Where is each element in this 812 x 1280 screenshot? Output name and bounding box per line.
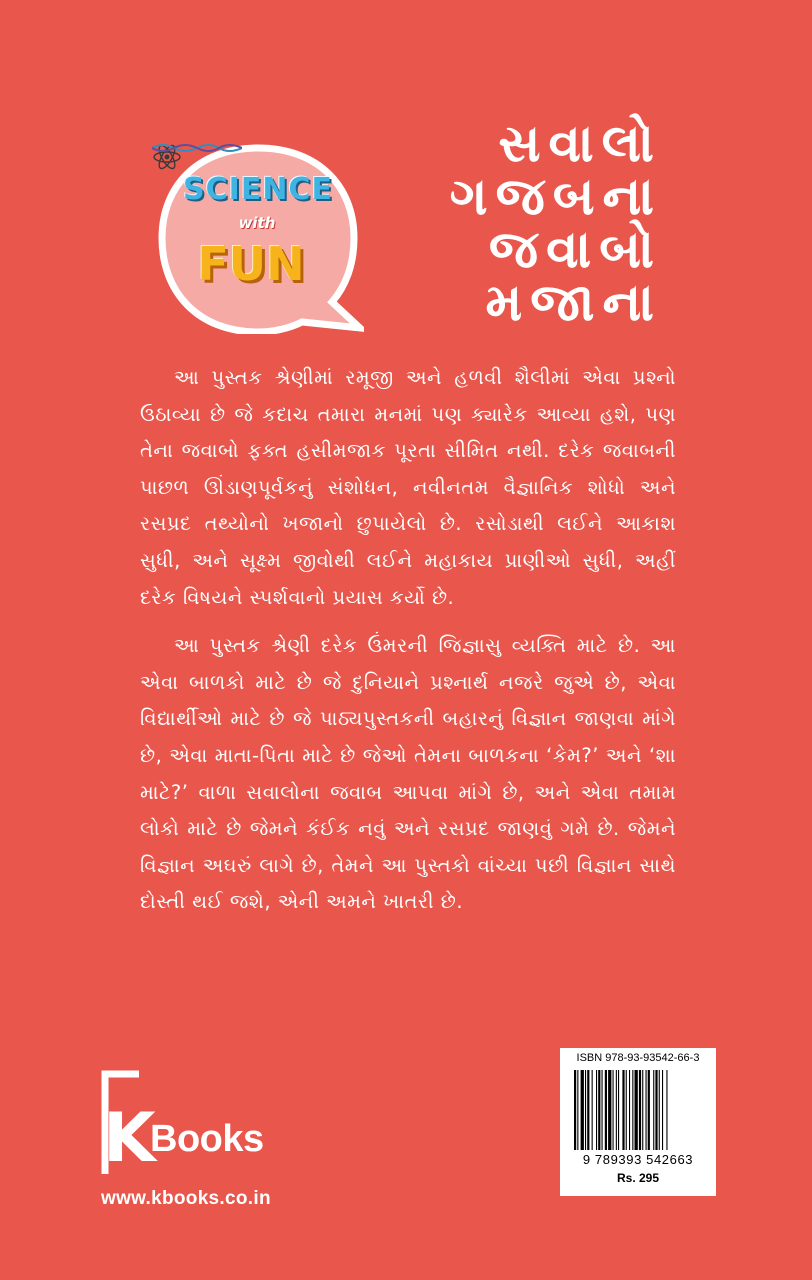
- barcode-bar: [581, 1070, 584, 1150]
- title-line-3: જવાબો: [488, 220, 662, 280]
- barcode-digits: 9 789393 542663: [582, 1152, 694, 1167]
- title-line-2: ગજબના: [449, 167, 662, 227]
- title-line-1: સવાલો: [498, 114, 662, 174]
- barcode-bar: [598, 1070, 600, 1150]
- barcode-bar: [632, 1070, 633, 1150]
- isbn-barcode-block: [560, 1048, 716, 1196]
- barcode-bar: [605, 1070, 607, 1150]
- barcode-bar: [642, 1070, 643, 1150]
- title-line-4: મજાના: [485, 273, 662, 333]
- publisher-website: www.kbooks.co.in: [101, 1188, 271, 1209]
- barcode-bar: [635, 1070, 638, 1150]
- barcode-bar: [613, 1070, 614, 1150]
- barcode-bar: [666, 1070, 667, 1150]
- barcode-bar: [574, 1070, 576, 1150]
- blurb: [140, 360, 676, 933]
- barcode-bar: [585, 1070, 586, 1150]
- barcode-bar: [655, 1070, 657, 1150]
- publisher-name: Books: [150, 1118, 264, 1160]
- barcode-bar: [577, 1070, 578, 1150]
- barcode-icon: [574, 1070, 702, 1150]
- science-with-fun-badge: [152, 142, 364, 334]
- barcode-bar: [622, 1070, 624, 1150]
- barcode-bar: [618, 1070, 619, 1150]
- barcode-bar: [616, 1070, 617, 1150]
- book-title: [449, 114, 662, 333]
- publisher-logo-letter: K: [103, 1099, 156, 1178]
- barcode-bar: [646, 1070, 647, 1150]
- badge-fun-text: FUN: [197, 237, 305, 291]
- barcode-bar: [596, 1070, 597, 1150]
- barcode-bar: [626, 1070, 627, 1150]
- barcode-bar: [648, 1070, 650, 1150]
- dna-icon: [152, 142, 242, 154]
- barcode-bar: [662, 1070, 663, 1150]
- barcode-bar: [639, 1070, 641, 1150]
- barcode-bar: [592, 1070, 593, 1150]
- blurb-paragraph-2: આ પુસ્તક શ્રેણી દરેક ઉંમરની જિજ્ઞાસુ વ્યક્તિ માટે છે. આ એવા બાળકો માટે છે જે દુનિયાને પ્રશ્નાર્થ નજરે જુએ છે, એવા વિદ્યાર્થીઓ માટે છે જે પાઠ્યપુસ્તકની બહારનું વિજ્ઞાન જાણવા માંગે છે, એવા માતા-પિતા માટે છે જેઓ તેમના બાળકના ‘કેમ?’ અને ‘શા માટે?’ વાળા સવાલોના જવાબ આપવા માંગે છે, અને એવા તમામ લોકો માટે છે જેમને કંઈક નવું અને રસપ્રદ જાણવું ગમે છે. જેમને વિજ્ઞાન અઘરું લાગે છે, તેમને આ પુસ્તકો વાંચ્યા પછી વિજ્ઞાન સાથે દોસ્તી થઈ જશે, એની અમને ખાતરી છે.: [140, 634, 676, 914]
- barcode-bar: [587, 1070, 589, 1150]
- barcode-bar: [608, 1070, 611, 1150]
- barcode-bar: [629, 1070, 630, 1150]
- blurb-paragraph-1: આ પુસ્તક શ્રેણીમાં રમૂજી અને હળવી શૈલીમાં એવા પ્રશ્નો ઉઠાવ્યા છે જે કદાચ તમારા મનમાં પણ ક્યારેક આવ્યા હશે, પણ તેના જવાબો ફક્ત હસીમજાક પૂરતા સીમિત નથી. દરેક જવાબની પાછળ ઊંડાણપૂર્વકનું સંશોધન, નવીનતમ વૈજ્ઞાનિક શોધો અને રસપ્રદ તથ્યોનો ખજાનો છુપાયેલો છે. રસોડાથી લઈને આકાશ સુધી, અને સૂક્ષ્મ જીવોથી લઈને મહાકાય પ્રાણીઓ સુધી, અહીં દરેક વિષયને સ્પર્શવાનો પ્રયાસ કર્યો છે.: [140, 366, 676, 609]
- barcode-bar: [659, 1070, 660, 1150]
- barcode-bar: [653, 1070, 654, 1150]
- price-label: Rs. 295: [616, 1171, 660, 1185]
- badge-with-text: with: [238, 214, 276, 232]
- badge-science-text: SCIENCE: [183, 172, 333, 207]
- isbn-text: ISBN 978-93-93542-66-3: [576, 1052, 700, 1064]
- barcode-bar: [602, 1070, 603, 1150]
